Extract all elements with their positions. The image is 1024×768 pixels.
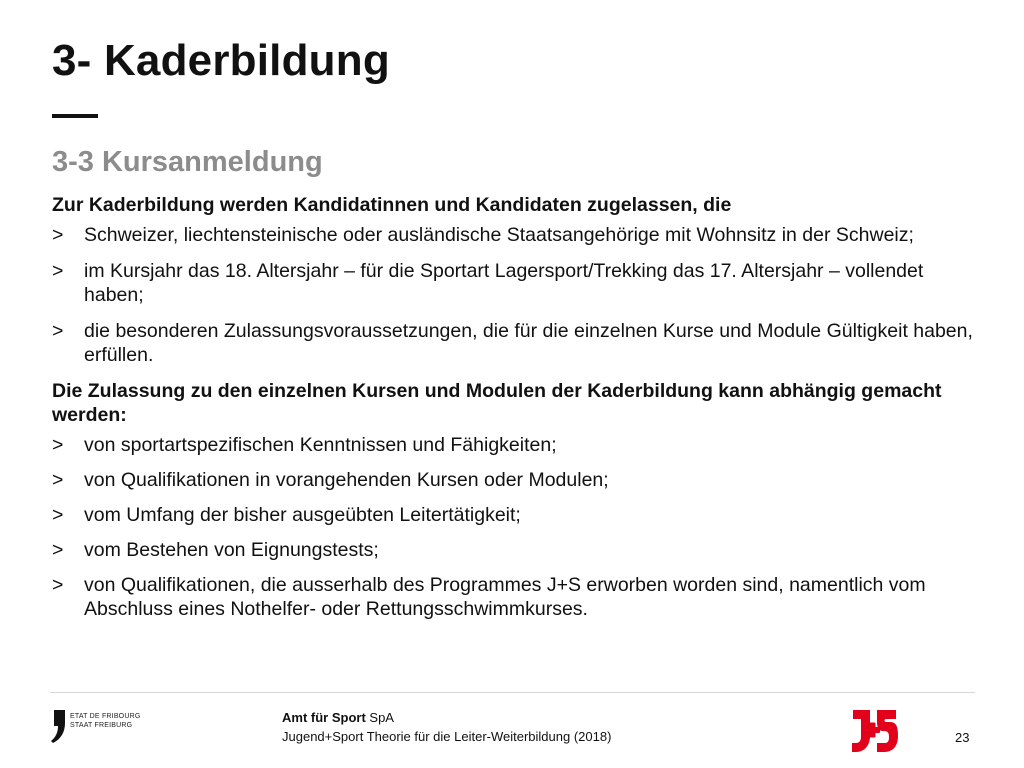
slide-subtitle: 3-3 Kursanmeldung xyxy=(52,146,323,178)
footer-course: Jugend+Sport Theorie für die Leiter-Weiterbildung (2018) xyxy=(282,729,612,744)
bullet-marker: > xyxy=(52,260,64,282)
list-item-text: die besonderen Zulassungsvoraussetzungen, die für die einzelnen Kurse und Module Gültigkeit haben, erfüllen. xyxy=(84,320,973,366)
conditions-paragraph: Die Zulassung zu den einzelnen Kursen und Modulen der Kaderbildung kann abhängig gemacht werden: xyxy=(52,380,942,426)
fribourg-logo xyxy=(50,710,170,746)
jugend-sport-logo-icon xyxy=(850,706,900,754)
list-item-text: von sportartspezifischen Kenntnissen und Fähigkeiten; xyxy=(84,434,557,456)
bullet-marker: > xyxy=(52,504,64,526)
list-item xyxy=(52,503,982,527)
list-item-text: vom Bestehen von Eignungstests; xyxy=(84,539,379,561)
list-item xyxy=(52,538,982,562)
page-number: 23 xyxy=(955,730,970,745)
bullet-marker: > xyxy=(52,469,64,491)
list-item xyxy=(52,468,982,492)
list-item xyxy=(52,433,982,457)
list-item-text: vom Umfang der bisher ausgeübten Leitertätigkeit; xyxy=(84,504,521,526)
footer-org-abbr: SpA xyxy=(369,710,394,725)
list-item-text: Schweizer, liechtensteinische oder ausländische Staatsangehörige mit Wohnsitz in der Schweiz; xyxy=(84,224,914,246)
footer-text xyxy=(282,708,611,746)
fribourg-logo-text xyxy=(70,712,140,730)
list-item xyxy=(52,573,982,621)
footer-divider xyxy=(50,692,975,693)
bullet-marker: > xyxy=(52,574,64,596)
slide-content xyxy=(52,193,982,632)
bullet-marker: > xyxy=(52,434,64,456)
fribourg-logo-line1: ETAT DE FRIBOURG xyxy=(70,713,141,720)
title-underline xyxy=(52,114,98,118)
fribourg-logo-line2: STAAT FREIBURG xyxy=(70,722,133,729)
list-item-text: von Qualifikationen in vorangehenden Kursen oder Modulen; xyxy=(84,469,609,491)
intro-paragraph: Zur Kaderbildung werden Kandidatinnen und Kandidaten zugelassen, die xyxy=(52,194,732,216)
list-item xyxy=(52,259,982,307)
list-item-text: im Kursjahr das 18. Altersjahr – für die Sportart Lagersport/Trekking das 17. Altersjahr – vollendet haben; xyxy=(84,260,924,306)
bullet-marker: > xyxy=(52,539,64,561)
list-item xyxy=(52,319,982,367)
conditions-list xyxy=(52,433,982,621)
admission-list xyxy=(52,223,982,367)
bullet-marker: > xyxy=(52,320,64,342)
footer-org xyxy=(282,708,611,727)
list-item-text: von Qualifikationen, die ausserhalb des Programmes J+S erworben worden sind, namentlich vom Abschluss eines Nothelfer- oder Rettungsschwimmkurses. xyxy=(84,574,926,620)
fribourg-comma-icon xyxy=(50,710,68,744)
slide-title: 3- Kaderbildung xyxy=(52,36,390,85)
bullet-marker: > xyxy=(52,224,64,246)
list-item xyxy=(52,223,982,247)
footer-org-name: Amt für Sport xyxy=(282,710,366,725)
